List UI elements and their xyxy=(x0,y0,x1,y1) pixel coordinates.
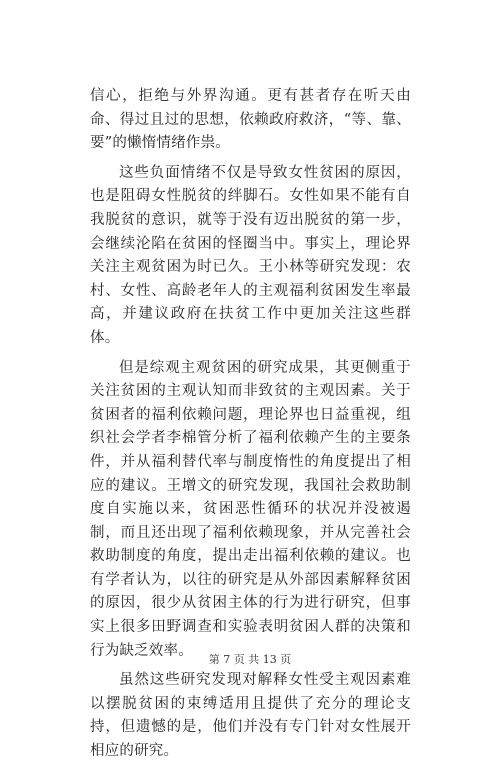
paragraph-4: 虽然这些研究发现对解释女性受主观因素难以摆脱贫困的束缚适用且提供了充分的理论支持，但遗憾的是，他们并没有专门针对女性展开相应的研究。 xyxy=(90,672,411,760)
paragraph-1: 信心，拒绝与外界沟通。更有甚者存在听天由命、得过且过的思想，依赖政府救济，“等、靠、要”的懒惰情绪作祟。 xyxy=(90,88,411,152)
page-footer: 第 7 页 共 13 页 xyxy=(208,653,292,666)
paragraph-3: 但是综观主观贫困的研究成果，其更侧重于关注贫困的主观认知而非致贫的主观因素。关于贫困者的福利依赖问题，理论界也日益重视，组织社会学者李棉管分析了福利依赖产生的主要条件，并从福利替代率与制度惰性的角度提出了相应的建议。王增文的研究发现，我国社会救助制度自实施以来，贫困恶性循环的状况并没被遏制，而且还出现了福利依赖现象，并从完善社会救助制度的角度，提出走出福利依赖的建议。也有学者认为，以往的研究是从外部因素解释贫困的原因，很少从贫困主体的行为进行研究，但事实上很多田野调查和实验表明贫困人群的决策和行为缺乏效率。 xyxy=(90,359,411,659)
paragraph-2: 这些负面情绪不仅是导致女性贫困的原因，也是阻碍女性脱贫的绊脚石。女性如果不能有自我脱贫的意识，就等于没有迈出脱贫的第一步，会继续沦陷在贫困的怪圈当中。事实上，理论界关注主观贫困为时已久。王小林等研究发现：农村、女性、高龄老年人的主观福利贫困发生率最高，并建议政府在扶贫工作中更加关注这些群体。 xyxy=(90,164,411,346)
